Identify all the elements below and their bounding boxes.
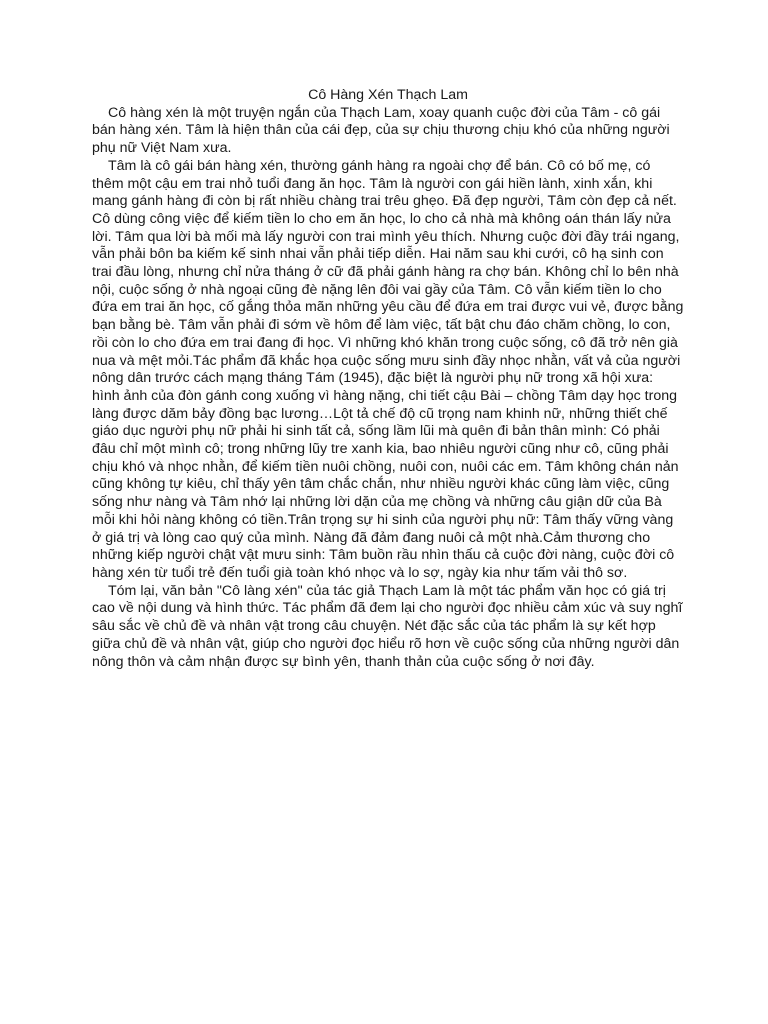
document-page [92,87,684,671]
document-title: Cô Hàng Xén Thạch Lam [308,87,468,103]
paragraph-conclusion: Tóm lại, văn bản "Cô làng xén" của tác giả Thạch Lam là một tác phẩm văn học có giá trị cao về nội dung và hình thức. Tác phẩm đã đem lại cho người đọc nhiều cảm xúc và suy nghĩ sâu sắc về chủ đề và nhân vật trong câu chuyện. Nét đặc sắc của tác phẩm là sự kết hợp giữa chủ đề và nhân vật, giúp cho người đọc hiểu rõ hơn về cuộc sống của những người dân nông thôn và cảm nhận được sự bình yên, thanh thản của cuộc sống ở nơi đây. [92,582,683,670]
paragraph-body: Tâm là cô gái bán hàng xén, thường gánh hàng ra ngoài chợ để bán. Cô có bố mẹ, có thêm một cậu em trai nhỏ tuổi đang ăn học. Tâm là người con gái hiền lành, xinh xắn, khi mang gánh hàng đi còn bị rất nhiều chàng trai trêu ghẹo. Đã đẹp người, Tâm còn đẹp cả nết. Cô dùng công việc để kiếm tiền lo cho em ăn học, lo cho cả nhà mà không oán thán lấy nửa lời. Tâm qua lời bà mối mà lấy người con trai mình yêu thích. Nhưng cuộc đời đầy trái ngang, vẫn phải bôn ba kiếm kế sinh nhai vẫn phải tiếp diễn. Hai năm sau khi cưới, cô hạ sinh con trai đầu lòng, nhưng chỉ nửa tháng ở cữ đã phải gánh hàng ra chợ bán. Không chỉ lo bên nhà nội, cuộc sống ở nhà ngoại cũng đè nặng lên đôi vai gầy của Tâm. Cô vẫn kiếm tiền lo cho đứa em trai ăn học, cố gắng thỏa mãn những yêu cầu để đứa em trai được vui vẻ, được bằng bạn bằng bè. Tâm vẫn phải đi sớm về hôm để làm việc, tất bật chu đáo chăm chồng, lo con, rồi còn lo cho đứa em trai đang đi học. Vì những khó khăn trong cuộc sống, cô đã trở nên già nua và mệt mỏi.Tác phẩm đã khắc họa cuộc sống mưu sinh đầy nhọc nhằn, vất vả của người nông dân trước cách mạng tháng Tám (1945), đặc biệt là người phụ nữ trong xã hội xưa: hình ảnh của đòn gánh cong xuống vì hàng nặng, chi tiết cậu Bài – chồng Tâm dạy học trong làng được dăm bảy đồng bạc lương…Lột tả chế độ cũ trọng nam khinh nữ, những thiết chế giáo dục người phụ nữ phải hi sinh tất cả, sống lầm lũi mà quên đi bản thân mình: Có phải đâu chỉ một mình cô; trong những lũy tre xanh kia, bao nhiêu người cũng như cô, cũng phải chịu khó và nhọc nhằn, để kiếm tiền nuôi chồng, nuôi con, nuôi các em. Tâm không chán nản cũng không tự kiêu, chỉ thấy yên tâm chắc chắn, như nhiều người khác cũng làm việc, cũng sống như nàng và Tâm nhớ lại những lời dặn của mẹ chồng và những câu giận dữ của Bà mỗi khi hỏi nàng không có tiền.Trân trọng sự hi sinh của người phụ nữ: Tâm thấy vững vàng ở giá trị và lòng cao quý của mình. Nàng đã đảm đang nuôi cả một nhà.Cảm thương cho những kiếp người chật vật mưu sinh: Tâm buồn rầu nhìn thấu cả cuộc đời nàng, cuộc đời cô hàng xén từ tuổi trẻ đến tuổi già toàn khó nhọc và lo sợ, ngày kia như tấm vải thô sơ. [92,157,684,581]
paragraph-intro: Cô hàng xén là một truyện ngắn của Thạch Lam, xoay quanh cuộc đời của Tâm - cô gái bán hàng xén. Tâm là hiện thân của cái đẹp, của sự chịu thương chịu khó của những người phụ nữ Việt Nam xưa. [92,104,670,157]
